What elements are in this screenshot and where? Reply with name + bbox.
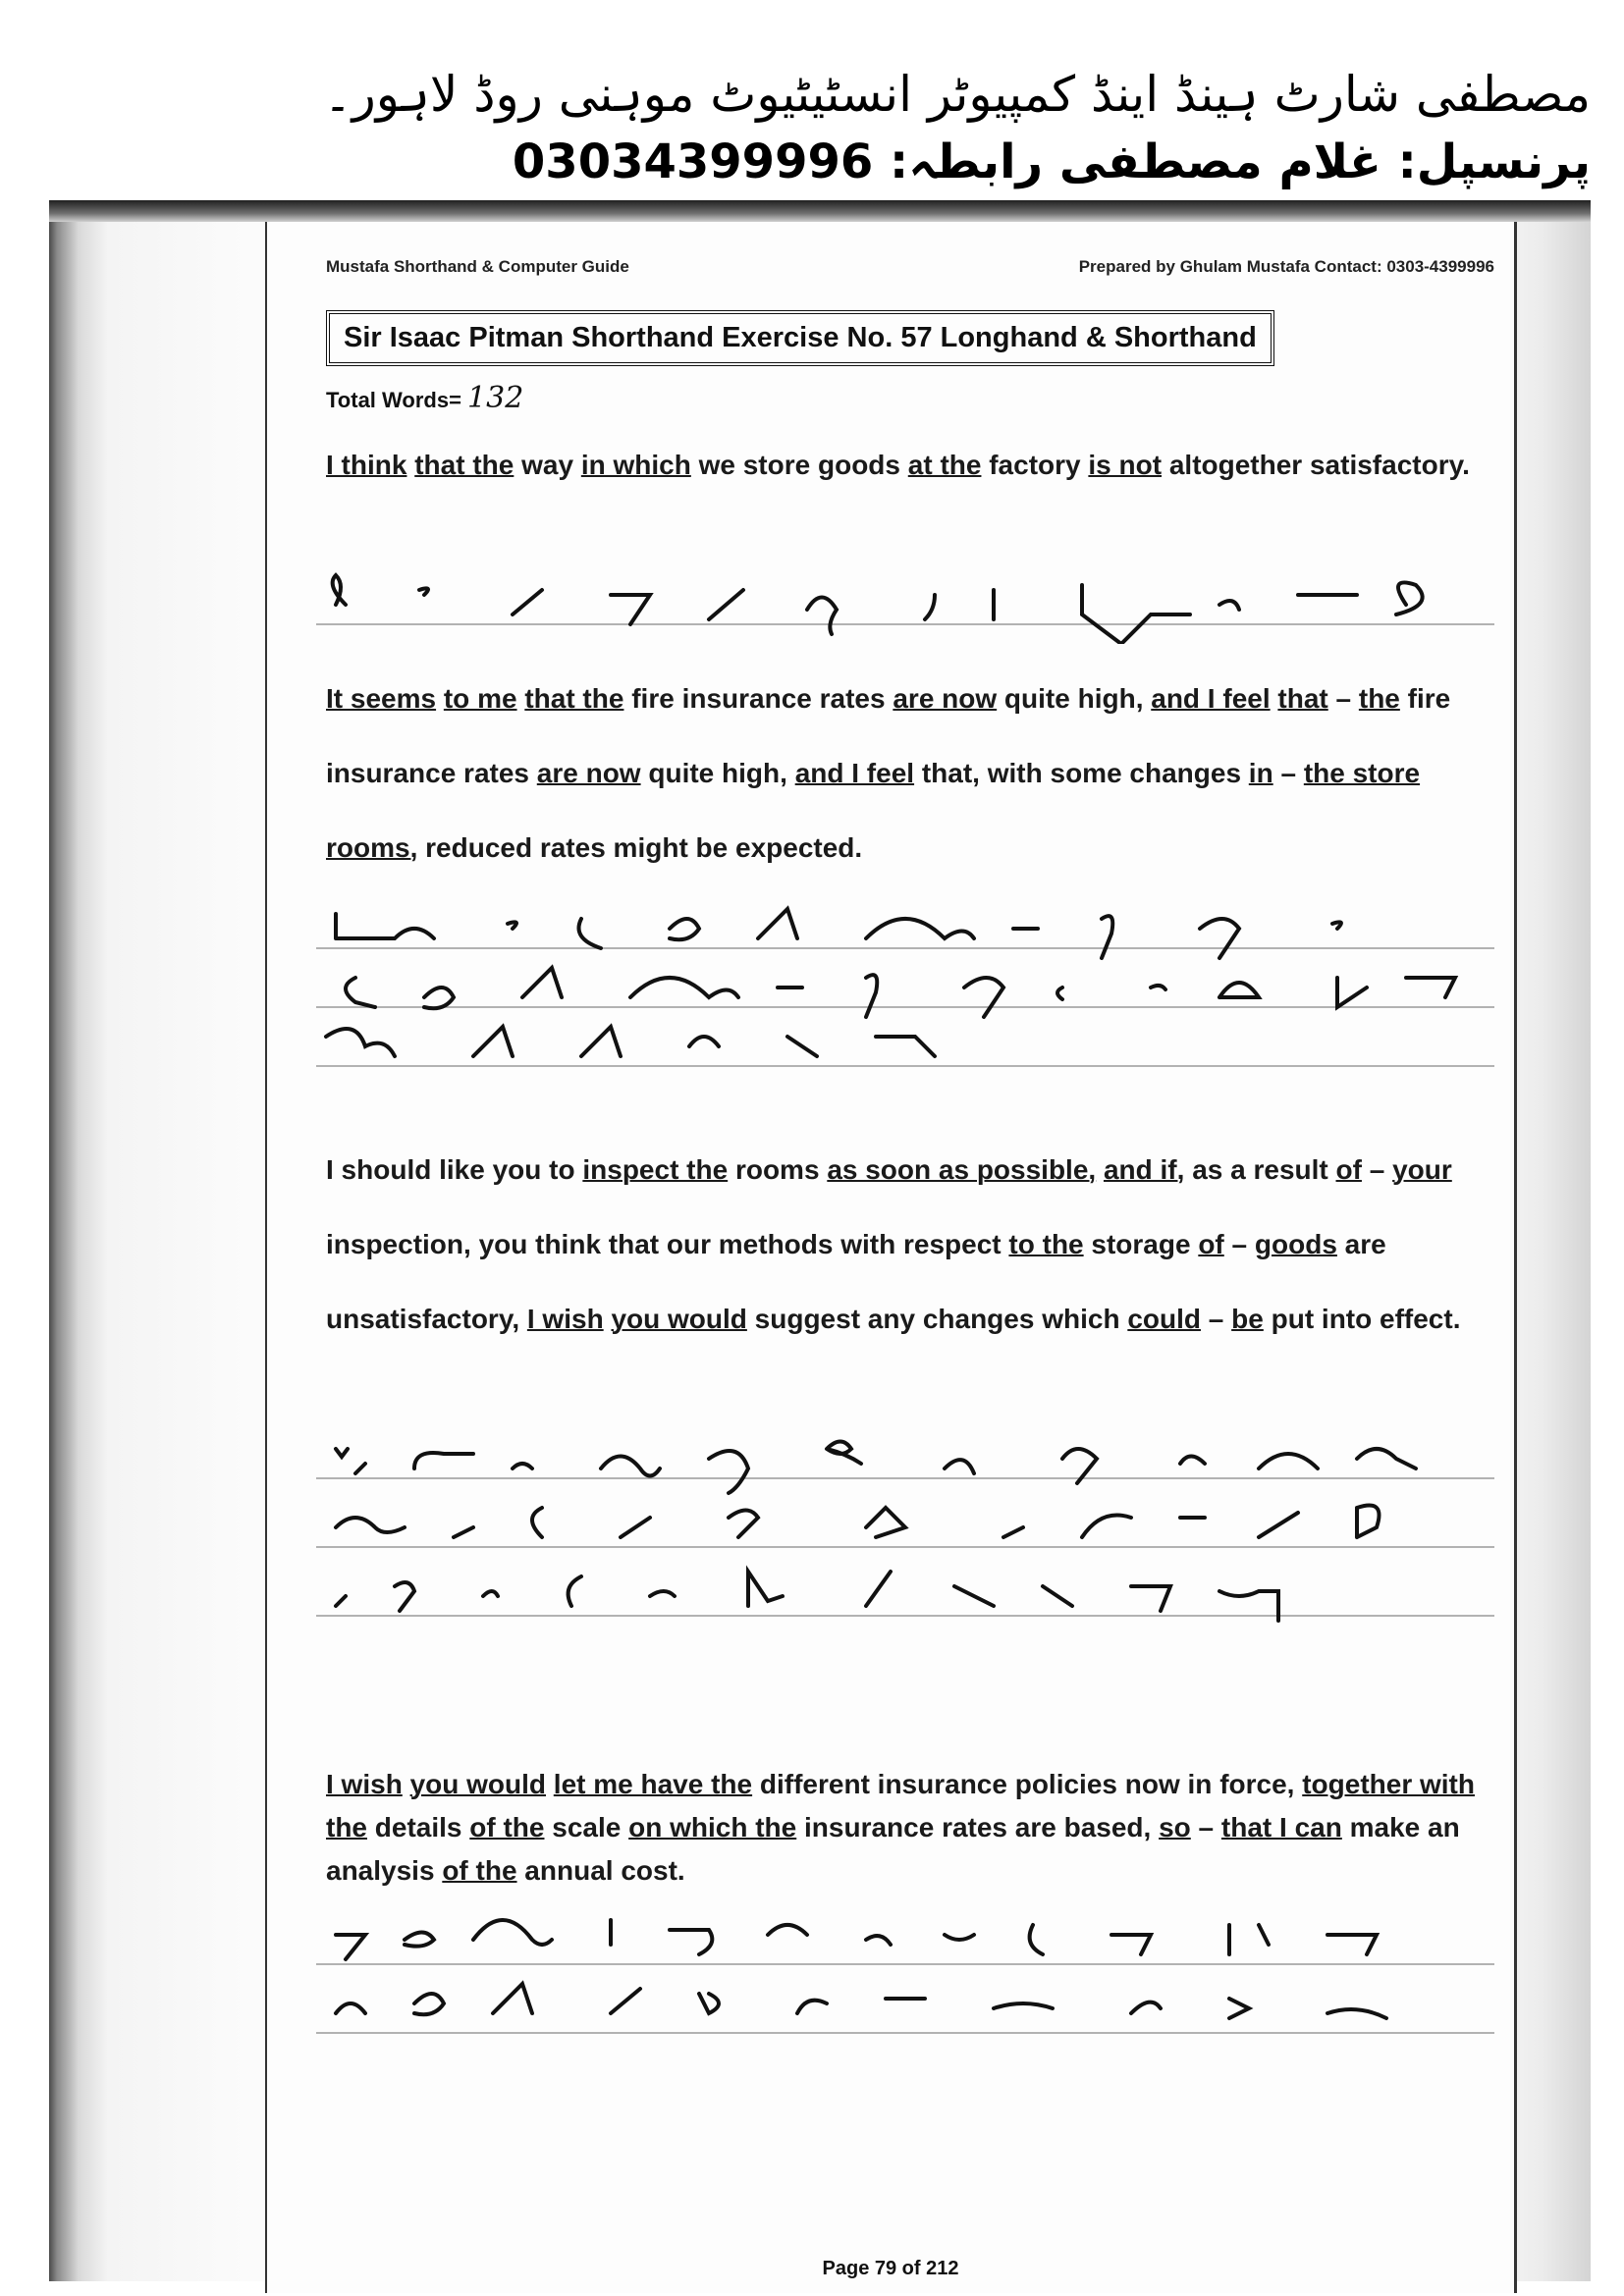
underlined-phrase: I wish [326,1769,403,1799]
shorthand-outline [601,1457,660,1476]
shorthand-outline [346,978,375,1007]
shorthand-outline [964,978,1003,1017]
running-header-left: Mustafa Shorthand & Computer Guide [326,257,629,276]
shorthand-outline [1259,1513,1298,1537]
text-run: fire insurance rates [623,683,893,714]
text-run: – [1223,1229,1255,1259]
underlined-phrase: of [1198,1229,1224,1259]
text-run: as a result [1184,1154,1336,1185]
shorthand-outline [709,590,743,619]
text-run: quite high, [997,683,1152,714]
text-run: suggest any changes which [746,1304,1128,1334]
shorthand-outline [532,1508,542,1537]
shorthand-outline [1357,1506,1380,1538]
text-run: – [1327,683,1359,714]
shorthand-outline [866,919,974,938]
shorthand-outline [699,1994,719,2013]
shorthand-outline [395,1582,414,1611]
text-run: are unsatisfactory, [326,1229,1386,1334]
shorthand-outline [1082,585,1190,644]
shorthand-outline [483,1591,498,1596]
shorthand-outline [1357,1449,1416,1468]
text-run: make an analysis [326,1812,1460,1886]
shorthand-outlines-2 [316,899,1494,1095]
shorthand-outline [336,914,434,938]
shorthand-outline [709,1451,748,1493]
underlined-phrase: the store rooms, [326,758,1421,863]
underlined-phrase: and I feel [794,758,915,788]
text-run: I should like you to [326,1154,583,1185]
shorthand-outline [1327,1935,1377,1954]
shorthand-outline [508,922,516,929]
shorthand-outline [1327,2009,1386,2018]
underlined-phrase: in [1248,758,1273,788]
underlined-phrase: of the [469,1812,545,1842]
text-run: way [514,450,581,480]
text-run: annual cost. [516,1855,685,1886]
underlined-phrase: that the [414,450,514,480]
shorthand-outline [522,968,562,997]
underlined-phrase: so [1159,1812,1191,1842]
shorthand-outline [424,988,454,1008]
text-run: different insurance policies now in force, [752,1769,1303,1799]
shorthand-outline [473,1920,552,1945]
text-run: altogether satisfactory. [1162,450,1470,480]
shorthand-outline [797,2001,827,2013]
shorthand-outline [611,595,650,624]
total-words [326,381,523,415]
exercise-title: Sir Isaac Pitman Shorthand Exercise No. 57 Longhand & Shorthand [326,310,1274,366]
shorthand-outline [1131,1586,1170,1611]
shorthand-outline [827,1442,861,1465]
shorthand-outline [579,919,602,948]
scanned-page [49,200,1591,2281]
text-run: quite high, [640,758,795,788]
shorthand-outline [621,1518,650,1537]
underlined-phrase: that [1277,683,1328,714]
shorthand-outline [1337,978,1367,1007]
longhand-paragraph-4 [326,1763,1504,1893]
underlined-phrase: of the [442,1855,517,1886]
shorthand-outline [568,1576,581,1606]
text-run: – [1190,1812,1221,1842]
shorthand-outline [611,1989,640,2013]
underlined-phrase: your [1392,1154,1452,1185]
underlined-phrase: on which the [628,1812,797,1842]
longhand-paragraph-1 [326,428,1504,503]
scan-shadow [49,200,1591,222]
shorthand-outline [954,1586,994,1606]
shorthand-outlines-1 [316,565,1494,644]
underlined-phrase: of [1335,1154,1362,1185]
shorthand-outline [1229,1925,1269,1954]
shorthand-outline [493,1984,532,2013]
underlined-phrase: goods [1254,1229,1337,1259]
underlined-phrase: and if, [1103,1154,1185,1185]
running-header-right: Prepared by Ghulam Mustafa Contact: 0303-4399996 [1078,257,1494,276]
underlined-phrase: It seems [326,683,437,714]
text-run: rooms [728,1154,828,1185]
text-run: put into effect. [1263,1304,1461,1334]
shorthand-outline [336,1596,346,1606]
shorthand-outline [1082,1516,1131,1538]
shorthand-outline [748,1572,783,1606]
shorthand-outline [336,1518,405,1532]
text-run: storage [1083,1229,1199,1259]
shorthand-outline [1131,2002,1161,2013]
shorthand-outline [1180,1457,1205,1465]
shorthand-outline [333,575,346,605]
shorthand-outline [581,1027,621,1056]
shorthand-outline [650,1591,675,1596]
principal-contact: پرنسپل: غلام مصطفی رابطہ: 03034399996 [512,134,1591,189]
shorthand-outline [405,1933,434,1947]
underlined-phrase: could [1127,1304,1201,1334]
text-run: – [1361,1154,1393,1185]
shorthand-outline [787,1037,817,1056]
shorthand-outlines-3 [316,1429,1494,1645]
longhand-paragraph-2 [326,662,1504,885]
underlined-phrase: are now [536,758,641,788]
shorthand-outline [866,975,877,1017]
book-page [265,222,1517,2293]
shorthand-outline [1229,1999,1249,2018]
shorthand-outline [1396,583,1423,615]
shorthand-outline [945,1460,974,1473]
text-run: factory [981,450,1089,480]
shorthand-outline [866,1936,891,1945]
shorthand-outline [1030,1925,1043,1954]
underlined-phrase: that the [524,683,624,714]
text-run: we store goods [690,450,908,480]
shorthand-outline [689,1037,719,1046]
underlined-phrase: are now [893,683,998,714]
text-run: insurance rates are based, [796,1812,1160,1842]
shorthand-outline [414,1994,444,2014]
underlined-phrase: that I can [1220,1812,1342,1842]
underlined-phrase: the [1358,683,1400,714]
underlined-phrase: is not [1088,450,1163,480]
shorthand-outline [513,1464,532,1468]
underlined-phrase: I wish [526,1304,604,1334]
shorthand-outline [513,590,542,614]
shorthand-outline [336,2003,365,2013]
shorthand-outline [925,595,935,619]
underlined-phrase: to me [443,683,517,714]
shorthand-outline [419,588,428,595]
shorthand-outline [630,978,738,997]
total-words-label: Total Words= [326,388,461,412]
shorthand-outline [326,1029,395,1056]
shorthand-outline [807,598,837,635]
shorthand-outline [336,1935,365,1959]
shorthand-outlines-4 [316,1905,1494,2053]
shorthand-outline [866,1572,891,1606]
shorthand-outline [945,1935,974,1940]
underlined-phrase: you would [611,1304,747,1334]
text-run: inspection, you think that our methods with respect [326,1229,1009,1259]
shorthand-outline [876,1037,935,1056]
shorthand-outline [670,919,699,939]
shorthand-outline [336,1449,365,1473]
shorthand-outline [866,1508,905,1537]
shorthand-outline [1219,983,1259,997]
shorthand-outline [1151,986,1165,989]
text-run: scale [544,1812,629,1842]
text-run [546,1769,554,1799]
underlined-phrase: at the [907,450,982,480]
underlined-phrase: together with the [326,1769,1475,1842]
shorthand-outline [1057,988,1062,999]
shorthand-outline [414,1453,473,1468]
underlined-phrase: be [1231,1304,1264,1334]
underlined-phrase: inspect the [582,1154,729,1185]
shorthand-outline [1111,1935,1151,1954]
underlined-phrase: I think [326,450,407,480]
text-run: fire insurance rates [326,683,1451,788]
shorthand-outline [1332,922,1341,929]
institute-banner [59,59,1591,194]
shorthand-outline [758,909,797,938]
shorthand-outline [994,2003,1053,2008]
text-run [1096,1154,1104,1185]
text-run: details [367,1812,470,1842]
shorthand-outline [1003,1527,1023,1537]
shorthand-outline [1102,916,1112,958]
shorthand-outline [768,1925,807,1935]
underlined-phrase: to the [1008,1229,1084,1259]
shorthand-outline [1219,601,1239,610]
underlined-phrase: you would [409,1769,547,1799]
text-run: – [1272,758,1304,788]
shorthand-outline [729,1511,758,1538]
text-run [436,683,444,714]
underlined-phrase: and I feel [1151,683,1271,714]
shorthand-outline [1200,919,1239,958]
text-run: – [1201,1304,1232,1334]
longhand-paragraph-3 [326,1133,1504,1357]
shorthand-outline [670,1930,712,1954]
text-run [403,1769,410,1799]
total-words-value: 132 [467,381,524,415]
shorthand-outline [454,1527,473,1537]
text-run: that, with some changes [914,758,1249,788]
shorthand-outline [1406,978,1455,997]
underlined-phrase: as soon as possible, [827,1154,1097,1185]
page-number: Page 79 of 212 [822,2258,959,2279]
shorthand-outline [1259,1454,1318,1468]
underlined-phrase: let me have the [553,1769,753,1799]
underlined-phrase: in which [580,450,691,480]
text-run: reduced rates might be expected. [417,832,863,863]
shorthand-outline [1043,1586,1072,1606]
shorthand-outline [473,1027,513,1056]
institute-name: مصطفی شارٹ ہینڈ اینڈ کمپیوٹر انسٹیٹیوٹ موہنی روڈ لاہور۔ [323,66,1591,123]
